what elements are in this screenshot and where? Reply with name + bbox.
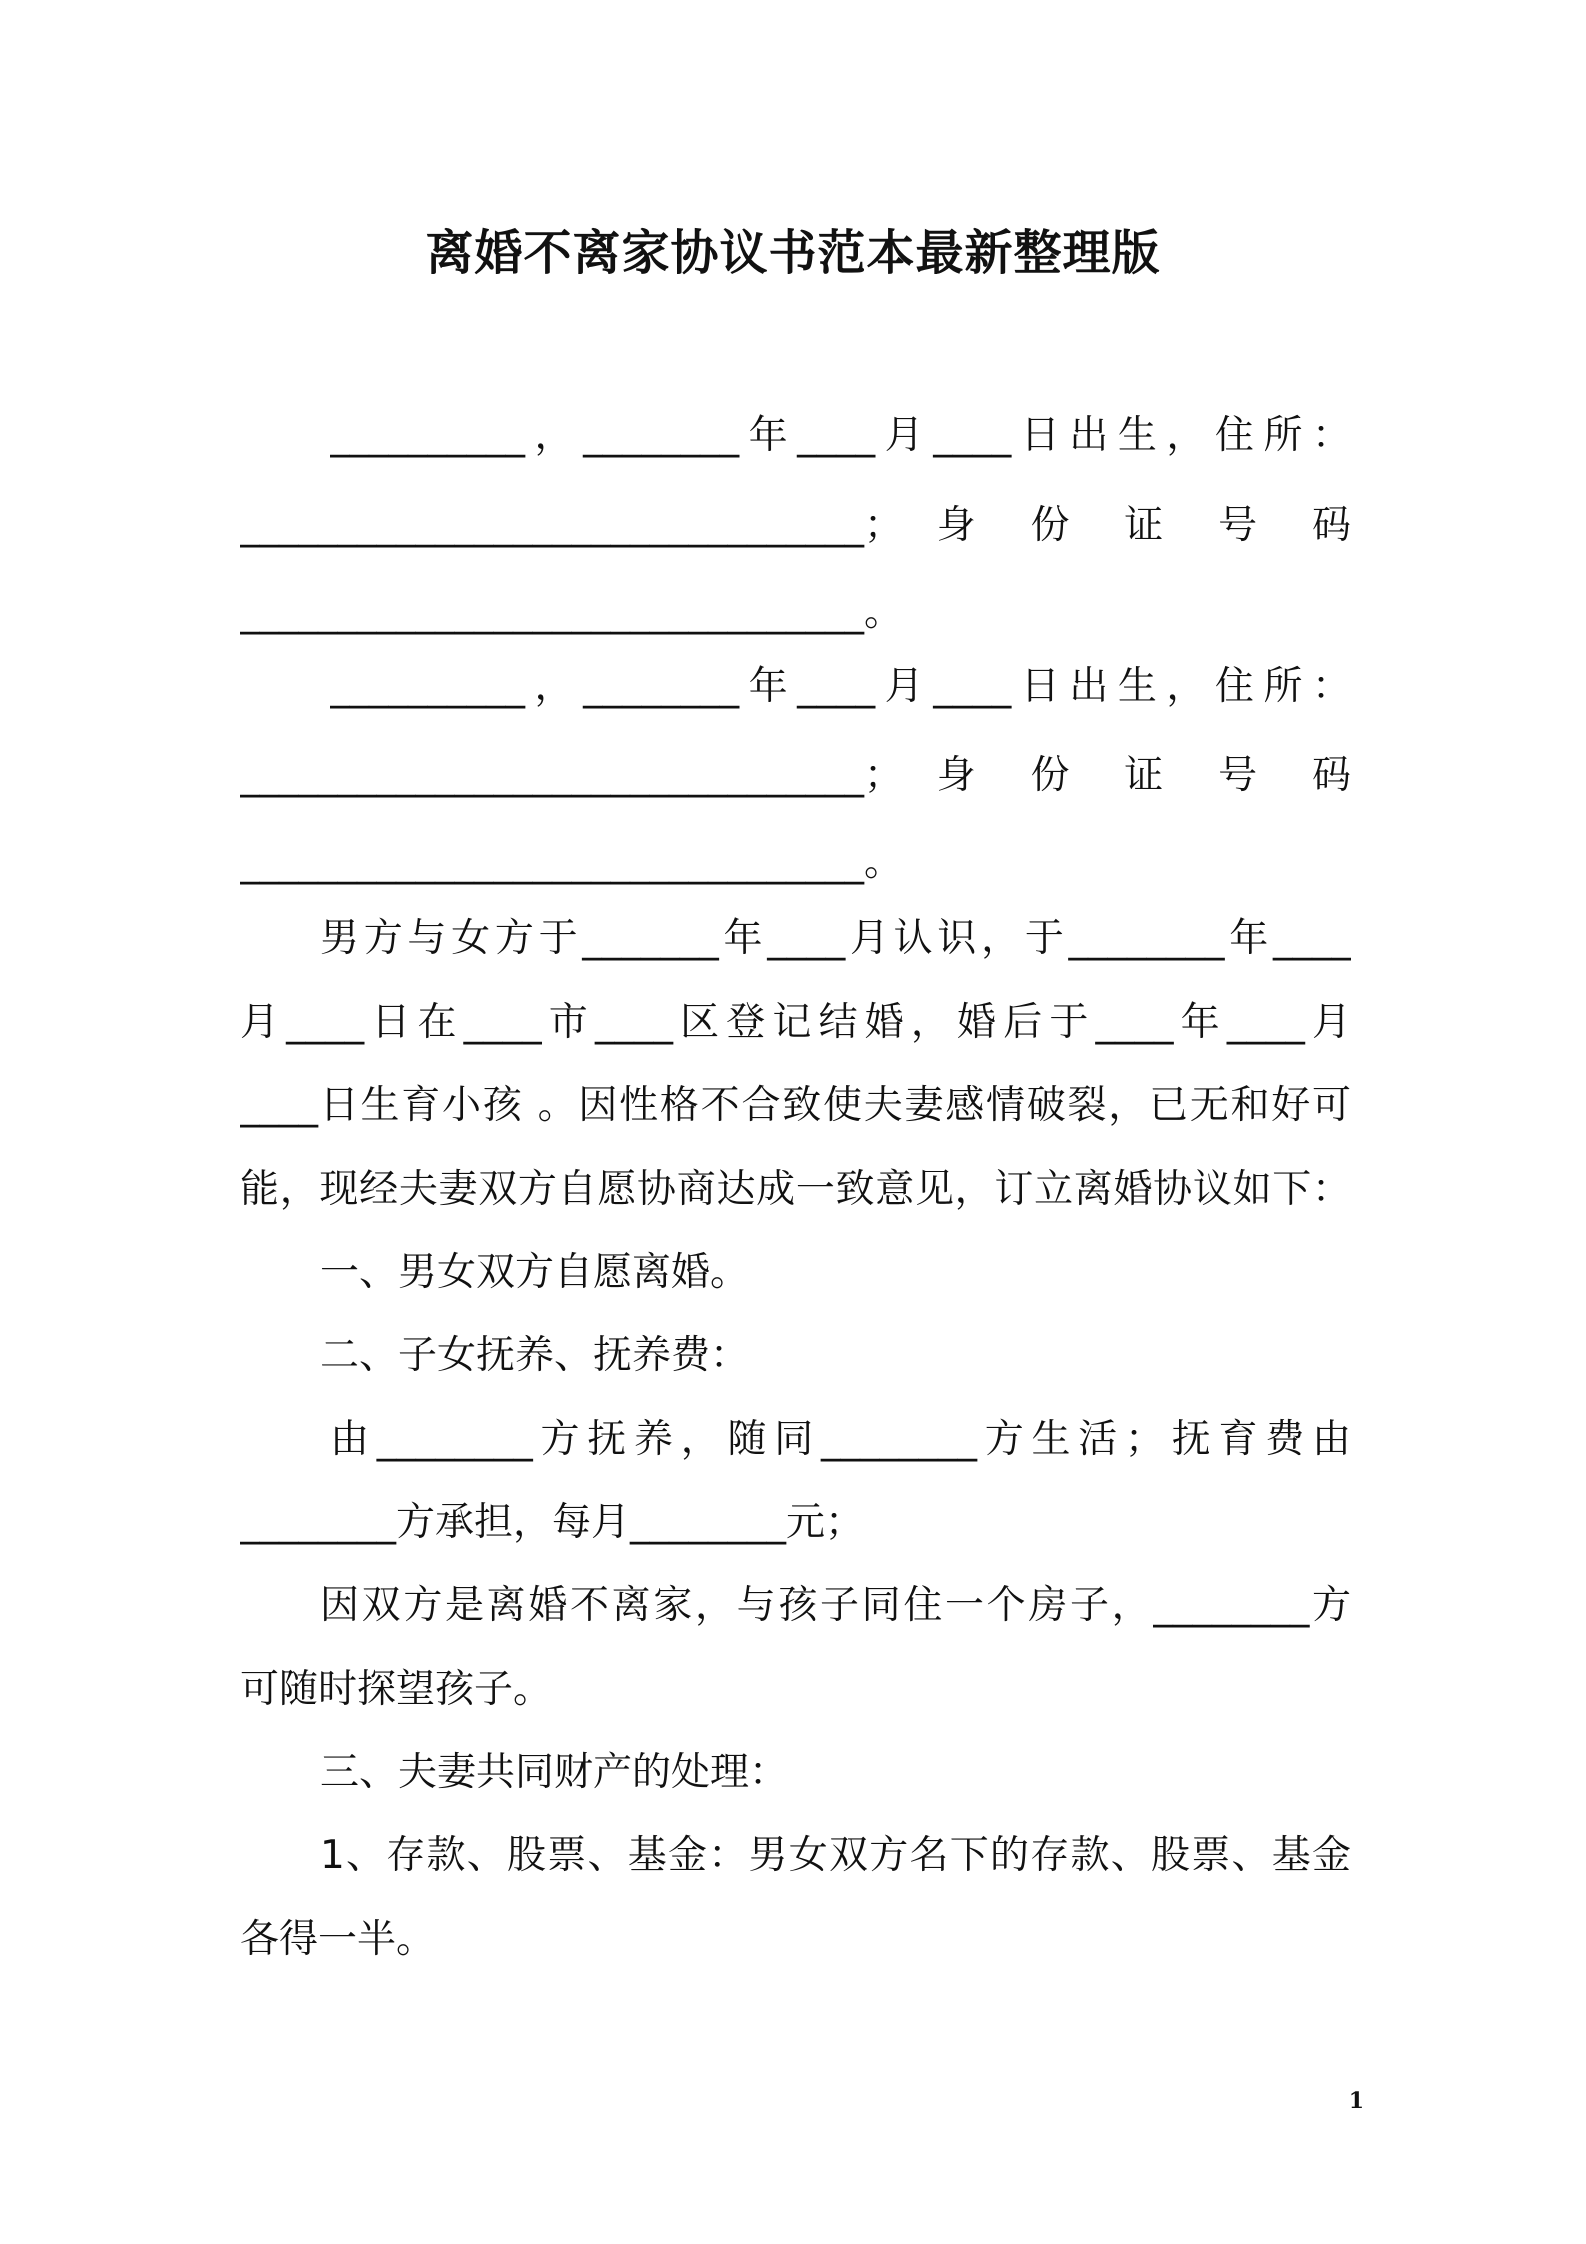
document-title: 离婚不离家协议书范本最新整理版 xyxy=(425,225,1161,281)
clause-1-heading: 一、男女双方自愿离婚。 xyxy=(320,1250,750,1295)
custody-line: 由________方抚养，随同________方生活；抚育费由 xyxy=(330,1417,1351,1462)
custody-line: ________方承担，每月________元； xyxy=(240,1500,865,1545)
party-1-address-line: ________________________________； 身 份 证 号 码 xyxy=(240,503,1351,548)
party-2-birth-line: __________，________年____月____日出生，住所： xyxy=(330,664,1351,709)
intro-paragraph-line: 月____日在____市____区登记结婚，婚后于____年____月 xyxy=(240,1000,1351,1045)
party-2-id-line: ________________________________。 xyxy=(240,840,903,885)
property-item-line: 1、存款、股票、基金：男女双方名下的存款、股票、基金 xyxy=(320,1833,1351,1878)
visitation-line: 可随时探望孩子。 xyxy=(240,1667,553,1712)
intro-paragraph-line: 能，现经夫妻双方自愿协商达成一致意见，订立离婚协议如下： xyxy=(240,1167,1351,1212)
visitation-line: 因双方是离婚不离家，与孩子同住一个房子，________方 xyxy=(320,1583,1351,1628)
intro-paragraph-line: ____日生育小孩 。因性格不合致使夫妻感情破裂，已无和好可 xyxy=(240,1083,1351,1128)
party-1-id-line: ________________________________。 xyxy=(240,590,903,635)
clause-3-heading: 三、夫妻共同财产的处理： xyxy=(320,1750,789,1795)
party-2-address-line: ________________________________； 身 份 证 号 码 xyxy=(240,753,1351,798)
clause-2-heading: 二、子女抚养、抚养费： xyxy=(320,1333,750,1378)
party-1-birth-line: __________，________年____月____日出生，住所： xyxy=(330,413,1351,458)
property-item-line: 各得一半。 xyxy=(240,1917,436,1962)
intro-paragraph-line: 男方与女方于_______年____月认识，于________年____ xyxy=(320,916,1351,961)
page-number: 1 xyxy=(1348,2088,1364,2114)
